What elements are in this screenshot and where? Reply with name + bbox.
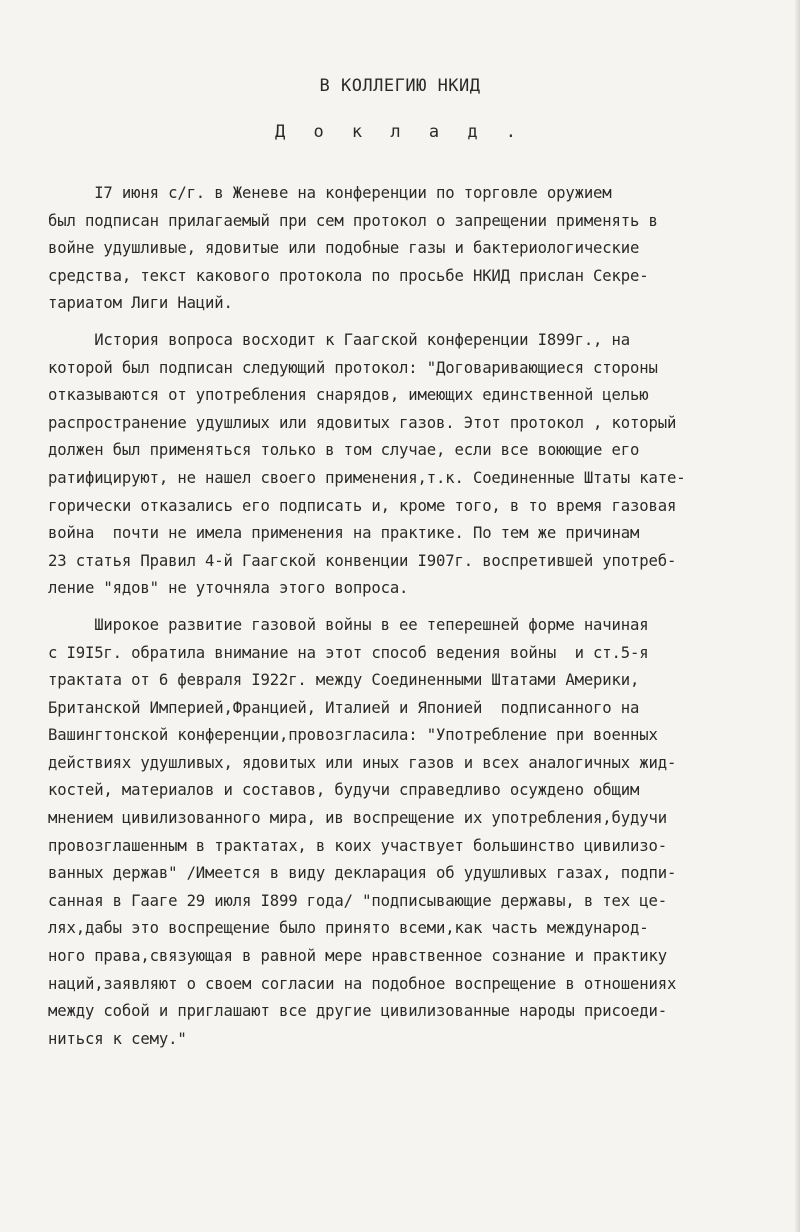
text-line: Вашингтонской конференции,провозгласила: "Употребление при военных bbox=[48, 726, 658, 745]
text-line: мнением цивилизованного мира, ив воспрещение их употребления,будучи bbox=[48, 809, 667, 828]
text-line: Британской Империей,Францией, Италией и Японией подписанного на bbox=[48, 698, 640, 717]
text-line: между собой и приглашают все другие цивилизованные народы присоеди- bbox=[48, 1002, 667, 1021]
text-line: История вопроса восходит к Гаагской конференции I899г., на bbox=[48, 330, 631, 349]
paragraph-1 bbox=[48, 180, 776, 318]
text-line: войне удушливые, ядовитые или подобные газы и бактериологические bbox=[48, 239, 640, 258]
text-line: ного права,связующая в равной мере нравственное сознание и практику bbox=[48, 947, 667, 966]
paragraph-3 bbox=[48, 612, 776, 1054]
text-line: которой был подписан следующий протокол: "Договаривающиеся стороны bbox=[48, 358, 658, 377]
text-line: ление "ядов" не уточняла этого вопроса. bbox=[48, 579, 409, 598]
text-line: был подписан прилагаемый при сем протокол о запрещении применять в bbox=[48, 211, 658, 230]
text-line: распространение удушлиых или ядовитых газов. Этот протокол , который bbox=[48, 413, 677, 432]
document-title: Д о к л а д . bbox=[274, 122, 526, 142]
paragraph-2 bbox=[48, 327, 776, 603]
text-line: Широкое развитие газовой войны в ее теперешней форме начиная bbox=[48, 615, 649, 634]
paragraph-gap bbox=[48, 318, 776, 327]
text-line: трактата от 6 февраля I922г. между Соединенными Штатами Америки, bbox=[48, 671, 640, 690]
text-line: I7 июня с/г. в Женеве на конференции по торговле оружием bbox=[48, 184, 612, 202]
text-line: ратифицируют, не нашел своего применения,т.к. Соединенные Штаты кате- bbox=[48, 468, 686, 487]
addressee-heading: В КОЛЛЕГИЮ НКИД bbox=[319, 76, 481, 96]
document-body bbox=[48, 180, 776, 1053]
text-line: действиях удушливых, ядовитых или иных газов и всех аналогичных жид- bbox=[48, 753, 677, 772]
text-line: лях,дабы это воспрещение было принято всеми,как часть международ- bbox=[48, 919, 649, 938]
text-line: провозглашенным в трактатах, в коих участвует большинство цивилизо- bbox=[48, 836, 667, 855]
paragraph-gap bbox=[48, 603, 776, 612]
text-line: ниться к сему." bbox=[48, 1029, 187, 1048]
text-line: средства, текст какового протокола по просьбе НКИД прислан Секре- bbox=[48, 266, 649, 285]
text-line: 23 статья Правил 4-й Гаагской конвенции I907г. воспретившей употреб- bbox=[48, 551, 677, 570]
text-line: должен был применяться только в том случае, если все воюющие его bbox=[48, 441, 640, 460]
text-line: санная в Гааге 29 июля I899 года/ "подписывающие державы, в тех це- bbox=[48, 891, 667, 910]
page-edge-shadow bbox=[794, 0, 800, 1232]
text-line: тариатом Лиги Наций. bbox=[48, 294, 233, 313]
text-line: горически отказались его подписать и, кроме того, в то время газовая bbox=[48, 496, 677, 515]
text-line: ванных держав" /Имеется в виду декларация об удушливых газах, подпи- bbox=[48, 864, 677, 883]
text-line: отказываются от употребления снарядов, имеющих единственной целью bbox=[48, 386, 649, 405]
text-line: наций,заявляют о своем согласии на подобное воспрещение в отношениях bbox=[48, 974, 677, 993]
text-line: с I9I5г. обратила внимание на этот способ ведения войны и ст.5-я bbox=[48, 643, 649, 662]
text-line: костей, материалов и составов, будучи справедливо осуждено общим bbox=[48, 781, 640, 800]
text-line: война почти не имела применения на практике. По тем же причинам bbox=[48, 524, 640, 543]
